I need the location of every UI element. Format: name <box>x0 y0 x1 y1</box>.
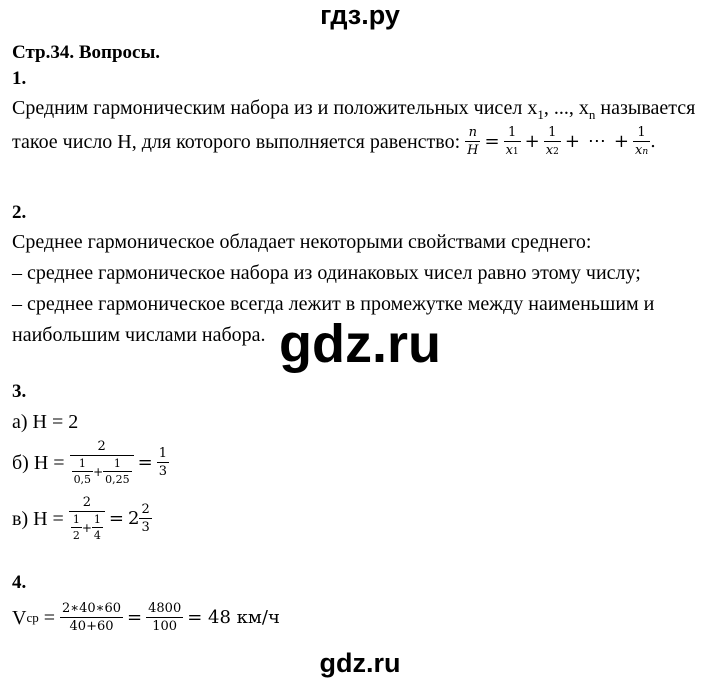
plus-sign: + <box>564 130 580 152</box>
plus-sign: + <box>524 130 540 152</box>
q1-line1-mid: , ..., x <box>543 97 589 119</box>
period: . <box>650 130 656 152</box>
q1-line1-end: называется <box>595 97 696 119</box>
plus-sign: + <box>613 130 629 152</box>
site-logo-bottom: gdz.ru <box>319 648 401 678</box>
answer-4-result: = 48 км/ч <box>187 606 280 628</box>
question-2-number: 2. <box>12 202 27 223</box>
frac-3b-result: $\frac{1}{3}$ <box>158 446 167 479</box>
question-3-number: 3. <box>12 381 27 402</box>
ellipsis: ⋯ <box>587 130 606 152</box>
answer-3c-prefix: в) H = <box>12 507 69 530</box>
frac-3c-main: 2 $\frac{1}{2}$ + $\frac{1}{4}$ <box>69 496 105 541</box>
q1-line2-text: такое число H, для которого выполняется равенство: <box>12 130 466 153</box>
mixed-whole: 2 <box>127 507 140 529</box>
frac-1-over-x1: $\frac{1}{x1}$ <box>505 125 519 158</box>
answer-3c <box>12 496 152 541</box>
equals-sign: = <box>127 606 143 628</box>
watermark: gdz.ru <box>279 314 441 374</box>
frac-3c-result: $\frac{2}{3}$ <box>141 502 150 535</box>
velocity-symbol: V <box>12 606 27 629</box>
question-2-line-3: – среднее гармоническое всегда лежит в промежутке между наименьшим и <box>12 293 655 315</box>
question-1-line-1 <box>12 96 695 127</box>
frac-4-value: $\frac{4800}{100}$ <box>148 601 182 634</box>
answer-4 <box>12 602 280 633</box>
frac-3b-main: 2 $\frac{1}{0,5}$ + $\frac{1}{0,25}$ <box>70 440 134 485</box>
frac-4-formula: $\frac{2∗40∗60}{40+60}$ <box>62 601 122 634</box>
equals-sign: = <box>108 507 124 529</box>
answer-3b-prefix: б) H = <box>12 451 70 474</box>
q1-sub-1: 1 <box>537 107 544 122</box>
site-logo-top: гдз.ру <box>320 0 400 30</box>
equals-sign: = <box>38 606 61 629</box>
q1-line1-text: Средним гармоническим набора из и положительных чисел x <box>12 97 538 119</box>
harmonic-equation <box>465 126 656 157</box>
question-2-line-2: – среднее гармоническое набора из одинаковых чисел равно этому числу; <box>12 262 641 284</box>
question-4-number: 4. <box>12 572 27 593</box>
frac-1-over-xn: $\frac{1}{xn}$ <box>635 125 649 158</box>
answer-3a: а) H = 2 <box>12 411 79 433</box>
question-1-line-2 <box>12 126 656 157</box>
question-1-number: 1. <box>12 68 27 89</box>
answer-3b <box>12 440 169 485</box>
velocity-subscript: ср <box>26 609 39 625</box>
frac-n-over-h: $\frac{n}{H}$ <box>467 125 479 158</box>
question-2-line-1: Среднее гармоническое обладает некоторыми свойствами среднего: <box>12 231 592 253</box>
equals-sign: = <box>484 130 500 152</box>
equals-sign: = <box>137 451 153 473</box>
page-title: Стр.34. Вопросы. <box>12 42 161 63</box>
q1-sub-n: n <box>588 107 596 122</box>
frac-1-over-x2: $\frac{1}{x2}$ <box>545 125 559 158</box>
question-2-line-4: наибольшим числами набора. <box>12 324 266 346</box>
